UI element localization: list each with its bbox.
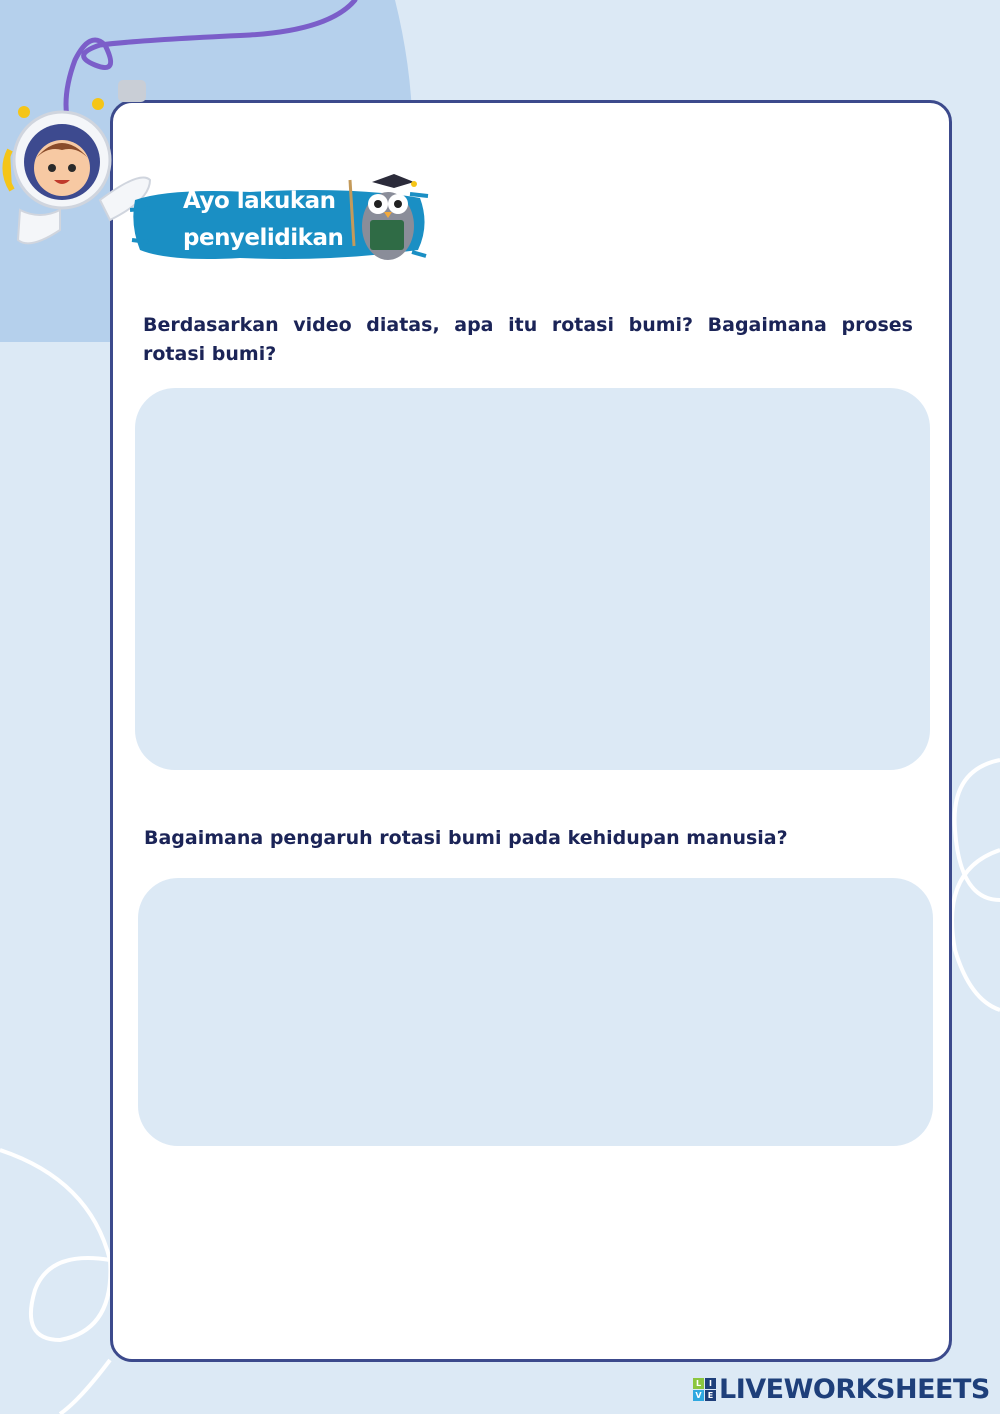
logo-letter-e: E <box>705 1390 716 1401</box>
liveworksheets-brand <box>693 1372 990 1406</box>
answer-box-2[interactable] <box>138 878 933 1146</box>
banner-line-2: penyelidikan <box>183 225 344 251</box>
bottom-left-swirl-2 <box>60 1360 110 1414</box>
answer-box-1[interactable] <box>135 388 930 770</box>
question-1: Berdasarkan video diatas, apa itu rotasi bumi? Bagaimana proses rotasi bumi? <box>143 314 913 365</box>
right-swirl-2 <box>952 850 1000 1010</box>
banner-title <box>183 183 363 257</box>
brand-name: LIVEWORKSHEETS <box>719 1373 990 1405</box>
logo-letter-v: V <box>693 1390 704 1401</box>
banner-line-1: Ayo lakukan <box>183 188 336 214</box>
logo-letter-i: I <box>705 1378 716 1389</box>
astronaut-backpack-icon <box>118 80 146 102</box>
owl-teacher-icon <box>344 168 430 264</box>
bottom-left-swirl <box>0 1150 110 1340</box>
logo-letter-l: L <box>693 1378 704 1389</box>
question-2: Bagaimana pengaruh rotasi bumi pada kehidupan manusia? <box>144 827 788 849</box>
liveworksheets-logo-icon <box>693 1378 716 1401</box>
